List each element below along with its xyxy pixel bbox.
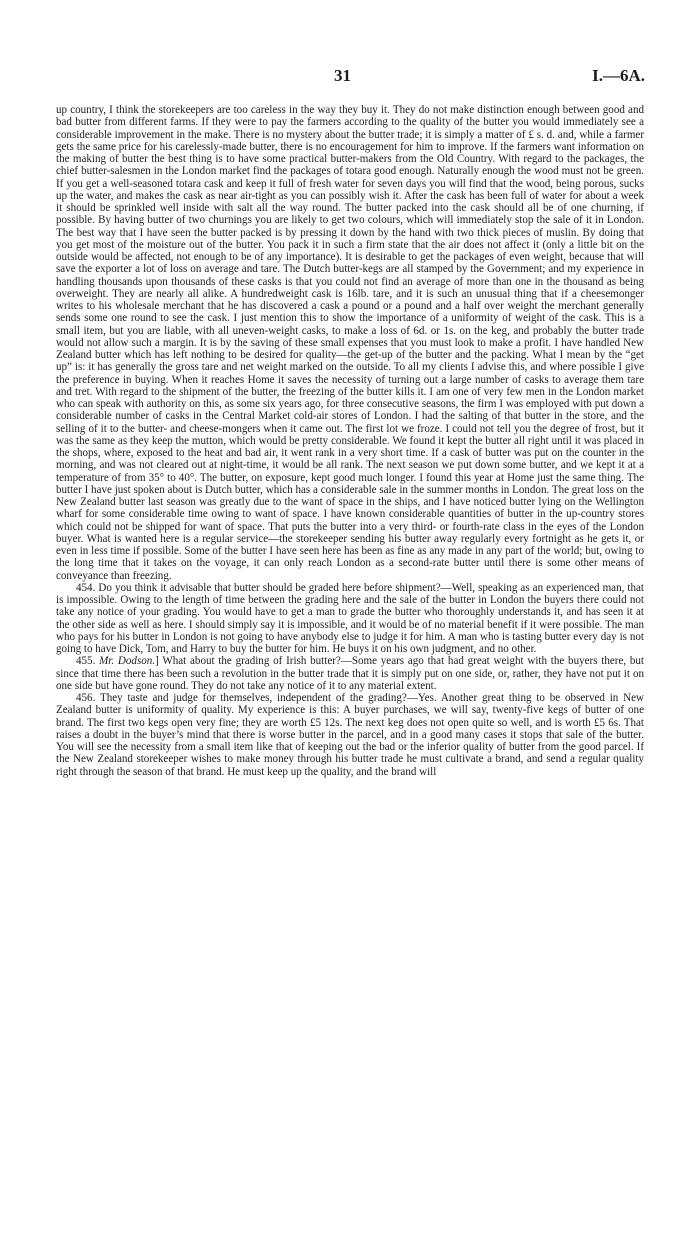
page-header <box>0 66 700 88</box>
paragraph-question-454: 454. Do you think it advisable that butter should be graded here before shipment?—Well, speaking as an experienced man, that is impossible. Owing to the length of time between the grading here and the sale of the butter in London the buyers there could not take any notice of your grading. You would have to get a man to grade the butter who thoroughly understands it, and has seen it at the other side as well as here. I should simply say it is impossible, and it would be of no material benefit if it were possible. The man who pays for his butter in London is not going to have anybody else to judge it for him. A man who is tasting butter every day is not going to have Dick, Tom, and Harry to buy the butter for him. He buys it on his own judgment, and no other. <box>56 581 644 655</box>
paragraph-continuation: up country, I think the storekeepers are too careless in the way they buy it. They do not make distinction enough between good and bad butter from different farms. If they were to pay the farmers according to the quality of the butter you would immediately see a considerable improvement in the make. There is no mystery about the butter trade; it is simply a matter of £ s. d. and, while a farmer gets the same price for his carelessly-made butter, there is no encouragement for him to improve. If the farmers want information on the making of butter the best thing is to have some practical butter-makers from the Old Country. With regard to the packages, the chief butter-salesmen in the London market find the packages of totara good enough. Naturally enough the wood must not be green. If you get a well-seasoned totara cask and keep it full of fresh water for seven days you will find that the wood, being porous, sucks up the water, and makes the cask as near air-tight as you can possibly wish it. After the cask has been full of water for about a week it should be sprinkled well inside with salt all the way round. The butter packed into the cask should all be of one churning, if possible. By having butter of two churnings you are likely to get two colours, which will immediately stop the sale of it in London. The best way that I have seen the butter packed is by pressing it down by the hand with two thick pieces of muslin. By doing that you get most of the moisture out of the butter. You pack it in such a firm state that the air does not affect it (only a little bit on the outside would be affected, not enough to be of any importance). It is desirable to get the packages of even weight, because that will save the exporter a lot of loss on average and tare. The Dutch butter-kegs are all stamped by the Government; and my experience in handling thousands upon thousands of these casks is that you could not find an average of more than one in the thousand as being overweight. They are nearly all alike. A hundredweight cask is 16lb. tare, and it is such an unusual thing that if a cheesemonger writes to his wholesale merchant that he has discovered a cask a pound or a pound and a half over weight the merchant generally sends some one round to see the cask. I just mention this to show the importance of a uniformity of weight of the cask. This is a small item, but you are liable, with all uneven-weight casks, to make a loss of 6d. or 1s. on the keg, and probably the butter trade would not allow such a margin. It is by the saving of these small expenses that you must look to make a profit. I have handled New Zealand butter which has left nothing to be desired for quality—the get-up of the butter and the packing. What I mean by the “get up” is: it has generally the gross tare and net weight marked on the outside. To all my clients I advise this, and where possible I give the preference in buying. When it reaches Home it saves the necessity of turning out a large number of casks to average them tare and tret. With regard to the shipment of the butter, the freezing of the butter kills it. I am one of very few men in the London market who can speak with authority on this, as some six years ago, for three consecutive seasons, the firm I was employed with put down a considerable number of casks in the Central Market cold-air stores of London. I had the salting of that butter in the store, and the selling of it to the butter- and cheese-mongers when it came out. The first lot we froze. I could not tell you the degree of frost, but it was the same as they keep the mutton, which would be pretty considerable. We found it kept the butter all right until it was placed in the shops, where, exposed to the heat and bad air, it went rank in a very short time. If a cask of butter was put on the counter in the morning, and was not cleared out at night-time, it would be all rank. The next season we put down some butter, and we kept it at a temperature of from 35° to 40°. The butter, on exposure, kept good much longer. I found this year at Home just the same thing. The butter I have just spoken about is Dutch butter, which has a considerable sale in the summer months in London. The great loss on the New Zealand butter last season was greatly due to the want of space in the ships, and I have noticed butter lying on the Wellington wharf for some considerable time owing to want of space. I have known considerable quantities of butter in the up-country stores which could not be shipped for want of space. That puts the butter into a very third- or fourth-rate class in the eyes of the London buyer. What is wanted here is a regular service—the storekeeper sending his butter away regularly every fortnight as he gets it, or even in less time if possible. Some of the butter I have seen here has been as fine as any made in any part of the world; but, owing to the long time that it takes on the voyage, it can only reach London as a second-rate butter until there is some other means of conveyance than freezing. <box>56 104 644 582</box>
question-text: ] What about the grading of Irish butter?—Some years ago that had great weight with the buyers there, but since that time there has been such a revolution in the butter trade that it is simply put on one side, or, rather, they have not put it on one side but have gone round. They do not take any notice of it to any material extent. <box>56 655 645 692</box>
document-reference: I.—6A. <box>592 66 645 85</box>
paragraph-question-455 <box>56 655 644 692</box>
question-number: 455. <box>76 655 100 668</box>
paragraph-question-456: 456. They taste and judge for themselves, independent of the grading?—Yes. Another great thing to be observed in New Zealand butter is uniformity of quality. My experience is this: A buyer purchases, we will say, twenty-five kegs of butter of one brand. The first two kegs open very fine; they are worth £5 12s. The next keg does not open quite so well, and is worth £5 6s. That raises a doubt in the buyer’s mind that there is worse butter in the parcel, and in a good many cases it stops that sale of the butter. You will see the necessity from a small item like that of keeping out the bad or the inferior quality of butter from the good parcel. If the New Zealand storekeeper wishes to make money through his butter trade he must cultivate a brand, and send a regular quality right through the season of that brand. He must keep up the quality, and the brand will <box>56 692 644 778</box>
body-text <box>56 104 644 778</box>
page-number: 31 <box>334 66 351 85</box>
speaker-name: Mr. Dodson. <box>99 655 156 668</box>
